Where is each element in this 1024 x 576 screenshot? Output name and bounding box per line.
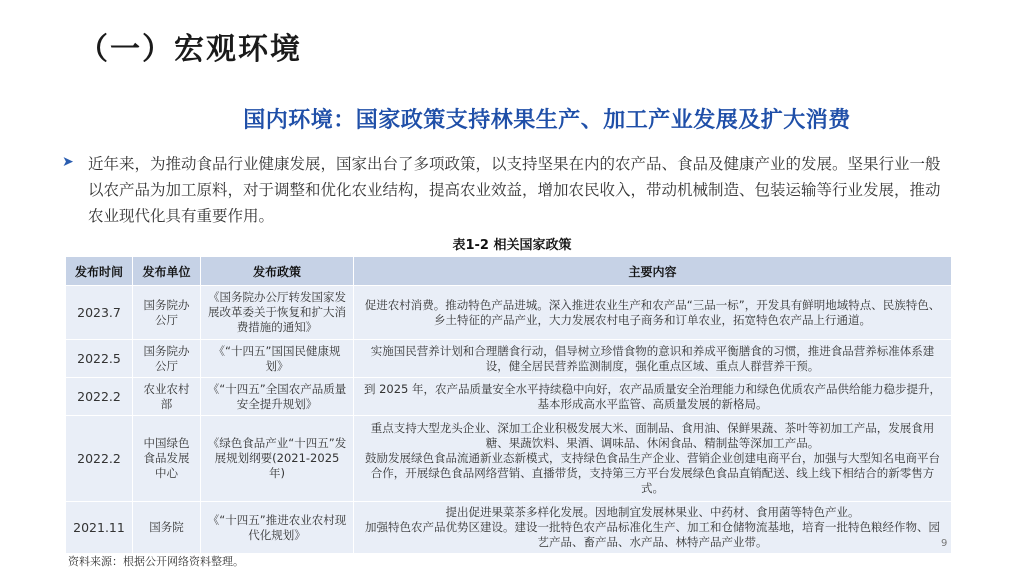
header-date: 发布时间	[66, 257, 133, 286]
intro-paragraph	[62, 151, 946, 229]
cell-policy: 《“十四五”全国农产品质量安全提升规划》	[201, 378, 354, 416]
content-line: 加强特色农产品优势区建设。建设一批特色农产品标准化生产、加工和仓储物流基地，培育一批特色粮经作物、园艺产品、畜产品、水产品、林特产品产业带。	[365, 520, 940, 549]
content-line: 重点支持大型龙头企业、深加工企业积极发展大米、面制品、食用油、保鲜果蔬、茶叶等初加工产品，发展食用糖、果蔬饮料、果酒、调味品、休闲食品、精制盐等深加工产品。	[370, 421, 935, 450]
cell-content	[354, 286, 952, 340]
cell-date: 2022.2	[66, 416, 133, 502]
table-row	[66, 502, 952, 554]
cell-content	[354, 416, 952, 502]
cell-unit: 国务院办公厅	[133, 340, 201, 378]
arrow-bullet-icon: ➤	[62, 154, 74, 170]
table-caption: 表1-2 相关国家政策	[452, 238, 572, 253]
cell-policy: 《绿色食品产业“十四五”发展规划纲要(2021-2025年)	[201, 416, 354, 502]
cell-content	[354, 378, 952, 416]
cell-policy: 《国务院办公厅转发国家发展改革委关于恢复和扩大消费措施的通知》	[201, 286, 354, 340]
section-title: （一）宏观环境	[78, 32, 302, 67]
content-line: 实施国民营养计划和合理膳食行动，倡导树立珍惜食物的意识和养成平衡膳食的习惯，推进食品营养标准体系建设，健全居民营养监测制度，强化重点区域、重点人群营养干预。	[370, 343, 935, 373]
content-line: 促进农村消费。推动特色产品进城。深入推进农业生产和农产品“三品一标”，开发具有鲜明地域特点、民族特色、乡土特征的产品产业，大力发展农村电子商务和订单农业，拓宽特色农产品上行通道。	[364, 297, 941, 327]
cell-policy: 《“十四五”推进农业农村现代化规划》	[201, 502, 354, 554]
cell-content	[354, 502, 952, 554]
cell-date: 2022.2	[66, 378, 133, 416]
cell-unit: 农业农村部	[133, 378, 201, 416]
cell-unit: 国务院	[133, 502, 201, 554]
cell-date: 2021.11	[66, 502, 133, 554]
cell-policy: 《“十四五”国国民健康规划》	[201, 340, 354, 378]
content-line: 到 2025 年，农产品质量安全水平持续稳中向好，农产品质量安全治理能力和绿色优质农产品供给能力稳步提升，基本形成高水平监管、高质量发展的新格局。	[363, 381, 942, 411]
intro-text: 近年来，为推动食品行业健康发展，国家出台了多项政策，以支持坚果在内的农产品、食品及健康产业的发展。坚果行业一般以农产品为加工原料，对于调整和优化农业结构，提高农业效益，增加农民收入，带动机械制造、包装运输等行业发展，推动农业现代化具有重要作用。	[88, 155, 941, 225]
cell-date: 2022.5	[66, 340, 133, 378]
table-row	[66, 416, 952, 502]
header-unit: 发布单位	[133, 257, 201, 286]
page-number: 9	[941, 538, 948, 549]
table-row	[66, 340, 952, 378]
cell-date: 2023.7	[66, 286, 133, 340]
header-policy: 发布政策	[201, 257, 354, 286]
table-row	[66, 286, 952, 340]
cell-unit: 国务院办公厅	[133, 286, 201, 340]
policy-table	[65, 256, 952, 554]
content-line: 鼓励发展绿色食品流通新业态新模式，支持绿色食品生产企业、营销企业创建电商平台，加强与大型知名电商平台合作，开展绿色食品网络营销、直播带货，支持第三方平台发展绿色食品直销配送、线上线下相结合的新零售方式。	[365, 451, 940, 495]
source-note: 资料来源：根据公开网络资料整理。	[68, 555, 244, 568]
slide-subtitle: 国内环境：国家政策支持林果生产、加工产业发展及扩大消费	[243, 108, 851, 133]
table-header-row	[66, 257, 952, 286]
cell-content	[354, 340, 952, 378]
cell-unit: 中国绿色食品发展中心	[133, 416, 201, 502]
content-line: 提出促进果菜茶多样化发展。因地制宜发展林果业、中药材、食用菌等特色产业。	[445, 505, 860, 519]
table-row	[66, 378, 952, 416]
header-content: 主要内容	[354, 257, 952, 286]
